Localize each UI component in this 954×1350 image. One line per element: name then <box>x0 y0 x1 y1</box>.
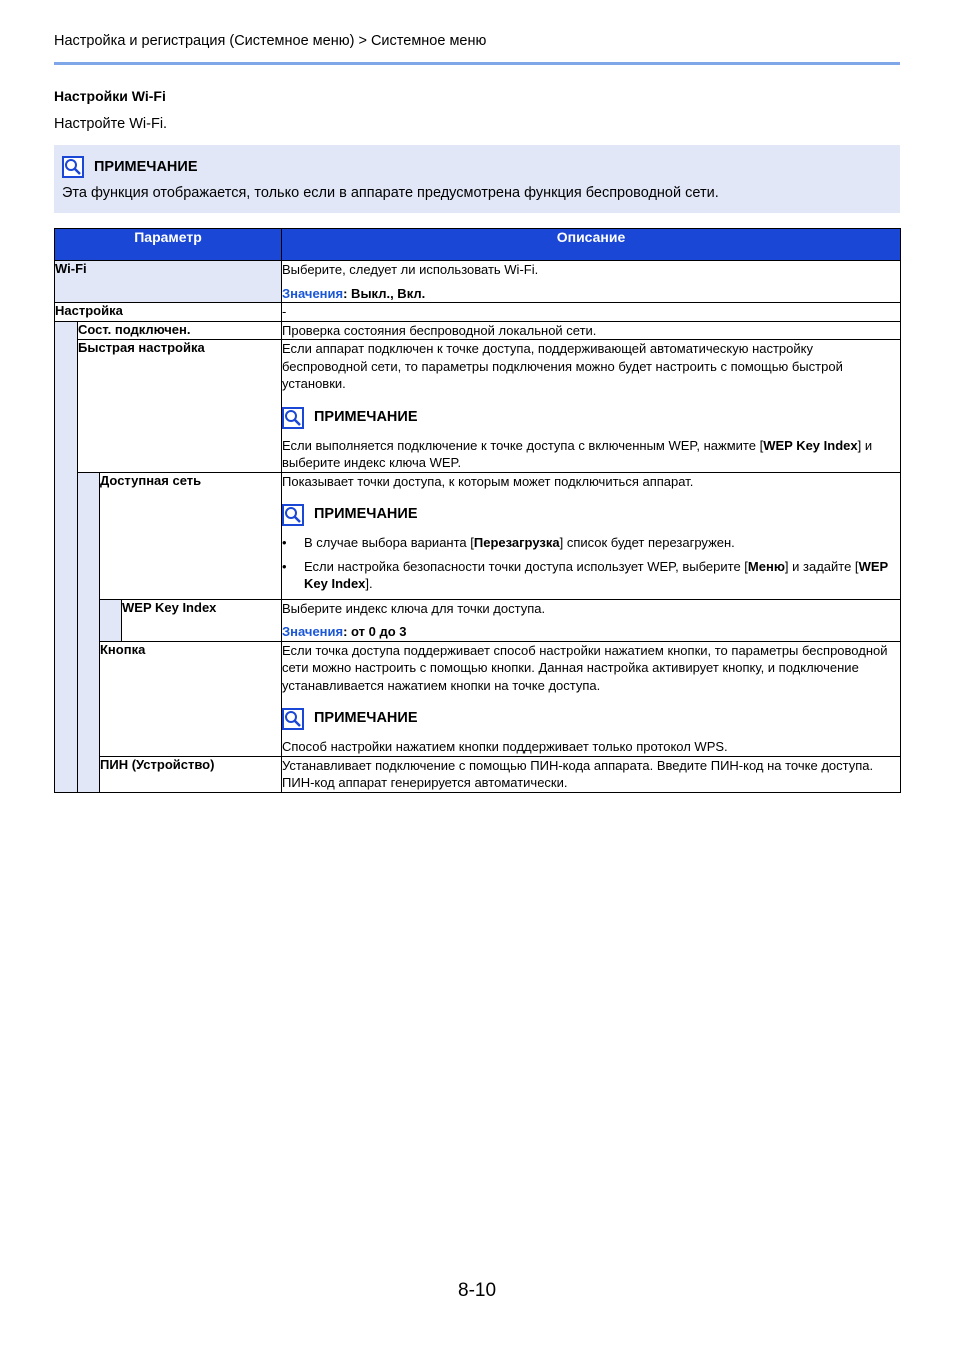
note-magnifier-icon <box>282 407 304 429</box>
values-line-wifi <box>282 285 900 303</box>
indent-cell <box>78 472 100 792</box>
bullet-text-bold: WEP Key Index <box>304 558 888 591</box>
desc-wifi-text: Выберите, следует ли использовать Wi-Fi. <box>282 262 539 277</box>
note-text-bold: WEP Key Index <box>763 437 858 453</box>
desc-button-text: Если точка доступа поддерживает способ настройки нажатием кнопки, то параметры беспроводной сети можно настроить с помощью кнопки. Данная настройка активирует кнопку, и подключение устанавливается нажатием кнопки на точке доступа. <box>282 642 888 693</box>
header-description: Описание <box>282 229 901 261</box>
note-heading: ПРИМЕЧАНИЕ <box>94 159 198 175</box>
param-wifi: Wi-Fi <box>55 261 282 303</box>
table-row-pin <box>55 756 901 792</box>
param-button: Кнопка <box>100 641 282 756</box>
bullet-text-part: ] список будет перезагружен. <box>559 535 735 550</box>
values-line-wepkey <box>282 623 900 641</box>
desc-available <box>282 472 901 599</box>
indent-cell <box>55 321 78 792</box>
header-rule <box>54 62 900 65</box>
table-row-wepkey <box>55 599 901 641</box>
list-item <box>282 534 900 552</box>
note-heading: ПРИМЕЧАНИЕ <box>314 710 418 727</box>
section-description: Настройте Wi-Fi. <box>54 116 168 132</box>
bullet-text-part: ]. <box>365 576 373 591</box>
desc-wepkey-text: Выберите индекс ключа для точки доступа. <box>282 600 546 616</box>
table-row-status <box>55 321 901 340</box>
param-available: Доступная сеть <box>100 472 282 599</box>
param-status: Сост. подключен. <box>78 321 282 340</box>
note-heading: ПРИМЕЧАНИЕ <box>314 408 418 425</box>
table-row-setup <box>55 303 901 322</box>
bullet-text-part: Если настройка безопасности точки доступа использует WEP, выберите [ <box>304 558 748 574</box>
quick-note-text <box>282 437 900 472</box>
bullet-text-part: ] и задайте [ <box>784 558 859 574</box>
bullet-text-bold: Меню <box>747 558 785 574</box>
desc-wepkey <box>282 599 901 641</box>
desc-quick <box>282 340 901 473</box>
desc-wifi <box>282 261 901 303</box>
note-header <box>62 156 198 178</box>
note-text-part: Если выполняется подключение к точке доступа с включенным WEP, нажмите [ <box>282 437 764 453</box>
note-magnifier-icon <box>282 504 304 526</box>
note-text-part: ] и выберите индекс ключа WEP. <box>282 437 873 470</box>
values-label: Значения <box>282 285 344 301</box>
note-header <box>282 504 900 526</box>
header-param: Параметр <box>55 229 282 261</box>
desc-available-text: Показывает точки доступа, к которым может подключиться аппарат. <box>282 473 694 489</box>
param-quick: Быстрая настройка <box>78 340 282 473</box>
available-note <box>282 504 900 593</box>
indent-cell <box>100 599 122 641</box>
breadcrumb: Настройка и регистрация (Системное меню) > Системное меню <box>54 33 487 49</box>
note-bullets <box>282 534 900 593</box>
top-note <box>54 145 900 213</box>
note-text: Эта функция отображается, только если в аппарате предусмотрена функция беспроводной сети. <box>62 185 719 201</box>
desc-setup: - <box>282 303 901 322</box>
button-note <box>282 708 900 756</box>
bullet-text-bold: Перезагрузка <box>473 535 560 550</box>
note-magnifier-icon <box>282 708 304 730</box>
note-heading: ПРИМЕЧАНИЕ <box>314 506 418 523</box>
note-header <box>282 708 900 730</box>
table-row-available <box>55 472 901 599</box>
table-row-wifi <box>55 261 901 303</box>
values-label: Значения <box>282 624 344 639</box>
table-row-button <box>55 641 901 756</box>
desc-quick-text: Если аппарат подключен к точке доступа, поддерживающей автоматическую настройку беспроводной сети, то параметры подключения можно будет настроить с помощью быстрой установки. <box>282 341 843 391</box>
values-wifi: : Выкл., Вкл. <box>343 285 426 301</box>
page-number: 8-10 <box>458 1280 497 1301</box>
table-header-row <box>55 229 901 261</box>
section-title: Настройки Wi-Fi <box>54 88 166 104</box>
parameters-table <box>54 228 901 793</box>
param-setup: Настройка <box>55 303 282 322</box>
table-row-quick <box>55 340 901 473</box>
bullet-text-part: В случае выбора варианта [ <box>304 535 474 550</box>
param-wepkey: WEP Key Index <box>122 599 282 641</box>
param-pin: ПИН (Устройство) <box>100 756 282 792</box>
note-magnifier-icon <box>62 156 84 178</box>
quick-note <box>282 407 900 472</box>
list-item <box>282 558 900 593</box>
values-wepkey: : от 0 до 3 <box>343 624 407 639</box>
desc-button <box>282 641 901 756</box>
desc-pin: Устанавливает подключение с помощью ПИН-кода аппарата. Введите ПИН-код на точке доступа. ПИН-код аппарат генерируется автоматически. <box>282 756 901 792</box>
note-header <box>282 407 900 429</box>
desc-status: Проверка состояния беспроводной локальной сети. <box>282 321 901 340</box>
button-note-text: Способ настройки нажатием кнопки поддерживает только протокол WPS. <box>282 739 728 754</box>
